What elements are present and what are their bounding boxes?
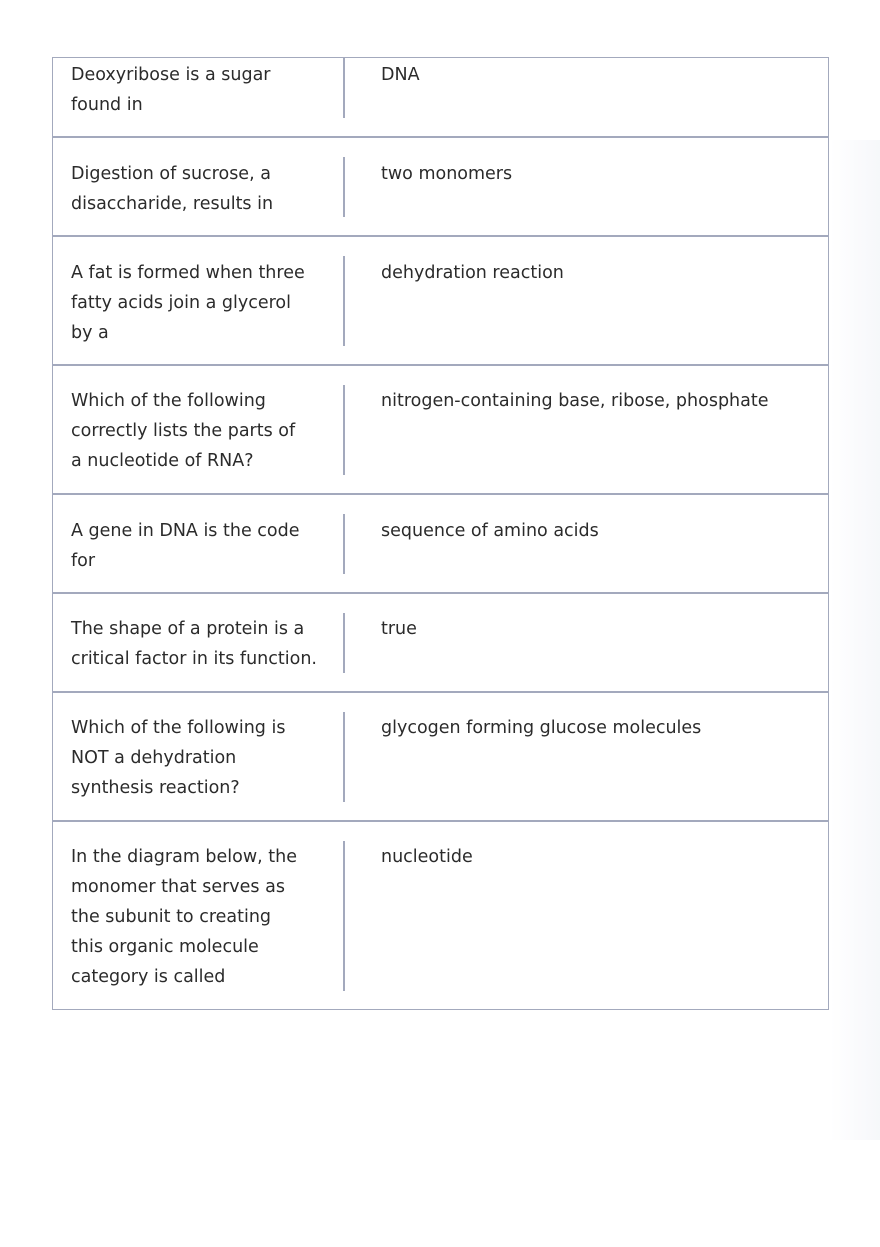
card-definition: two monomers [381, 164, 513, 184]
card-term: A fat is formed when three fatty acids join a glycerol by a [71, 263, 305, 343]
flashcard-table [52, 57, 829, 1010]
card-term: Which of the following correctly lists the parts of a nucleotide of RNA? [71, 391, 296, 471]
card-term: In the diagram below, the monomer that serves as the subunit to creating this organic molecule category is called [71, 847, 298, 987]
card-row [53, 237, 828, 366]
row-divider [343, 613, 345, 673]
card-row [53, 693, 828, 822]
card-definition: sequence of amino acids [381, 521, 599, 541]
card-row [53, 495, 828, 594]
row-divider [343, 841, 345, 991]
card-definition: glycogen forming glucose molecules [381, 718, 702, 738]
card-definition: nitrogen-containing base, ribose, phosphate [381, 391, 769, 411]
card-definition: true [381, 619, 417, 639]
card-term: The shape of a protein is a critical factor in its function. [71, 619, 317, 669]
row-divider [343, 157, 345, 217]
card-row [53, 822, 828, 1009]
row-divider [343, 256, 345, 346]
card-row [53, 58, 828, 138]
card-definition: DNA [381, 65, 420, 85]
card-row [53, 366, 828, 495]
row-divider [343, 58, 345, 118]
row-divider [343, 712, 345, 802]
card-term: A gene in DNA is the code for [71, 521, 300, 571]
card-term: Which of the following is NOT a dehydration synthesis reaction? [71, 718, 286, 798]
card-definition: nucleotide [381, 847, 473, 867]
card-row [53, 138, 828, 237]
card-row [53, 594, 828, 693]
card-term: Deoxyribose is a sugar found in [71, 65, 271, 115]
card-term: Digestion of sucrose, a disaccharide, results in [71, 164, 274, 214]
card-definition: dehydration reaction [381, 263, 564, 283]
page-edge-shadow [830, 140, 880, 1140]
row-divider [343, 385, 345, 475]
row-divider [343, 514, 345, 574]
